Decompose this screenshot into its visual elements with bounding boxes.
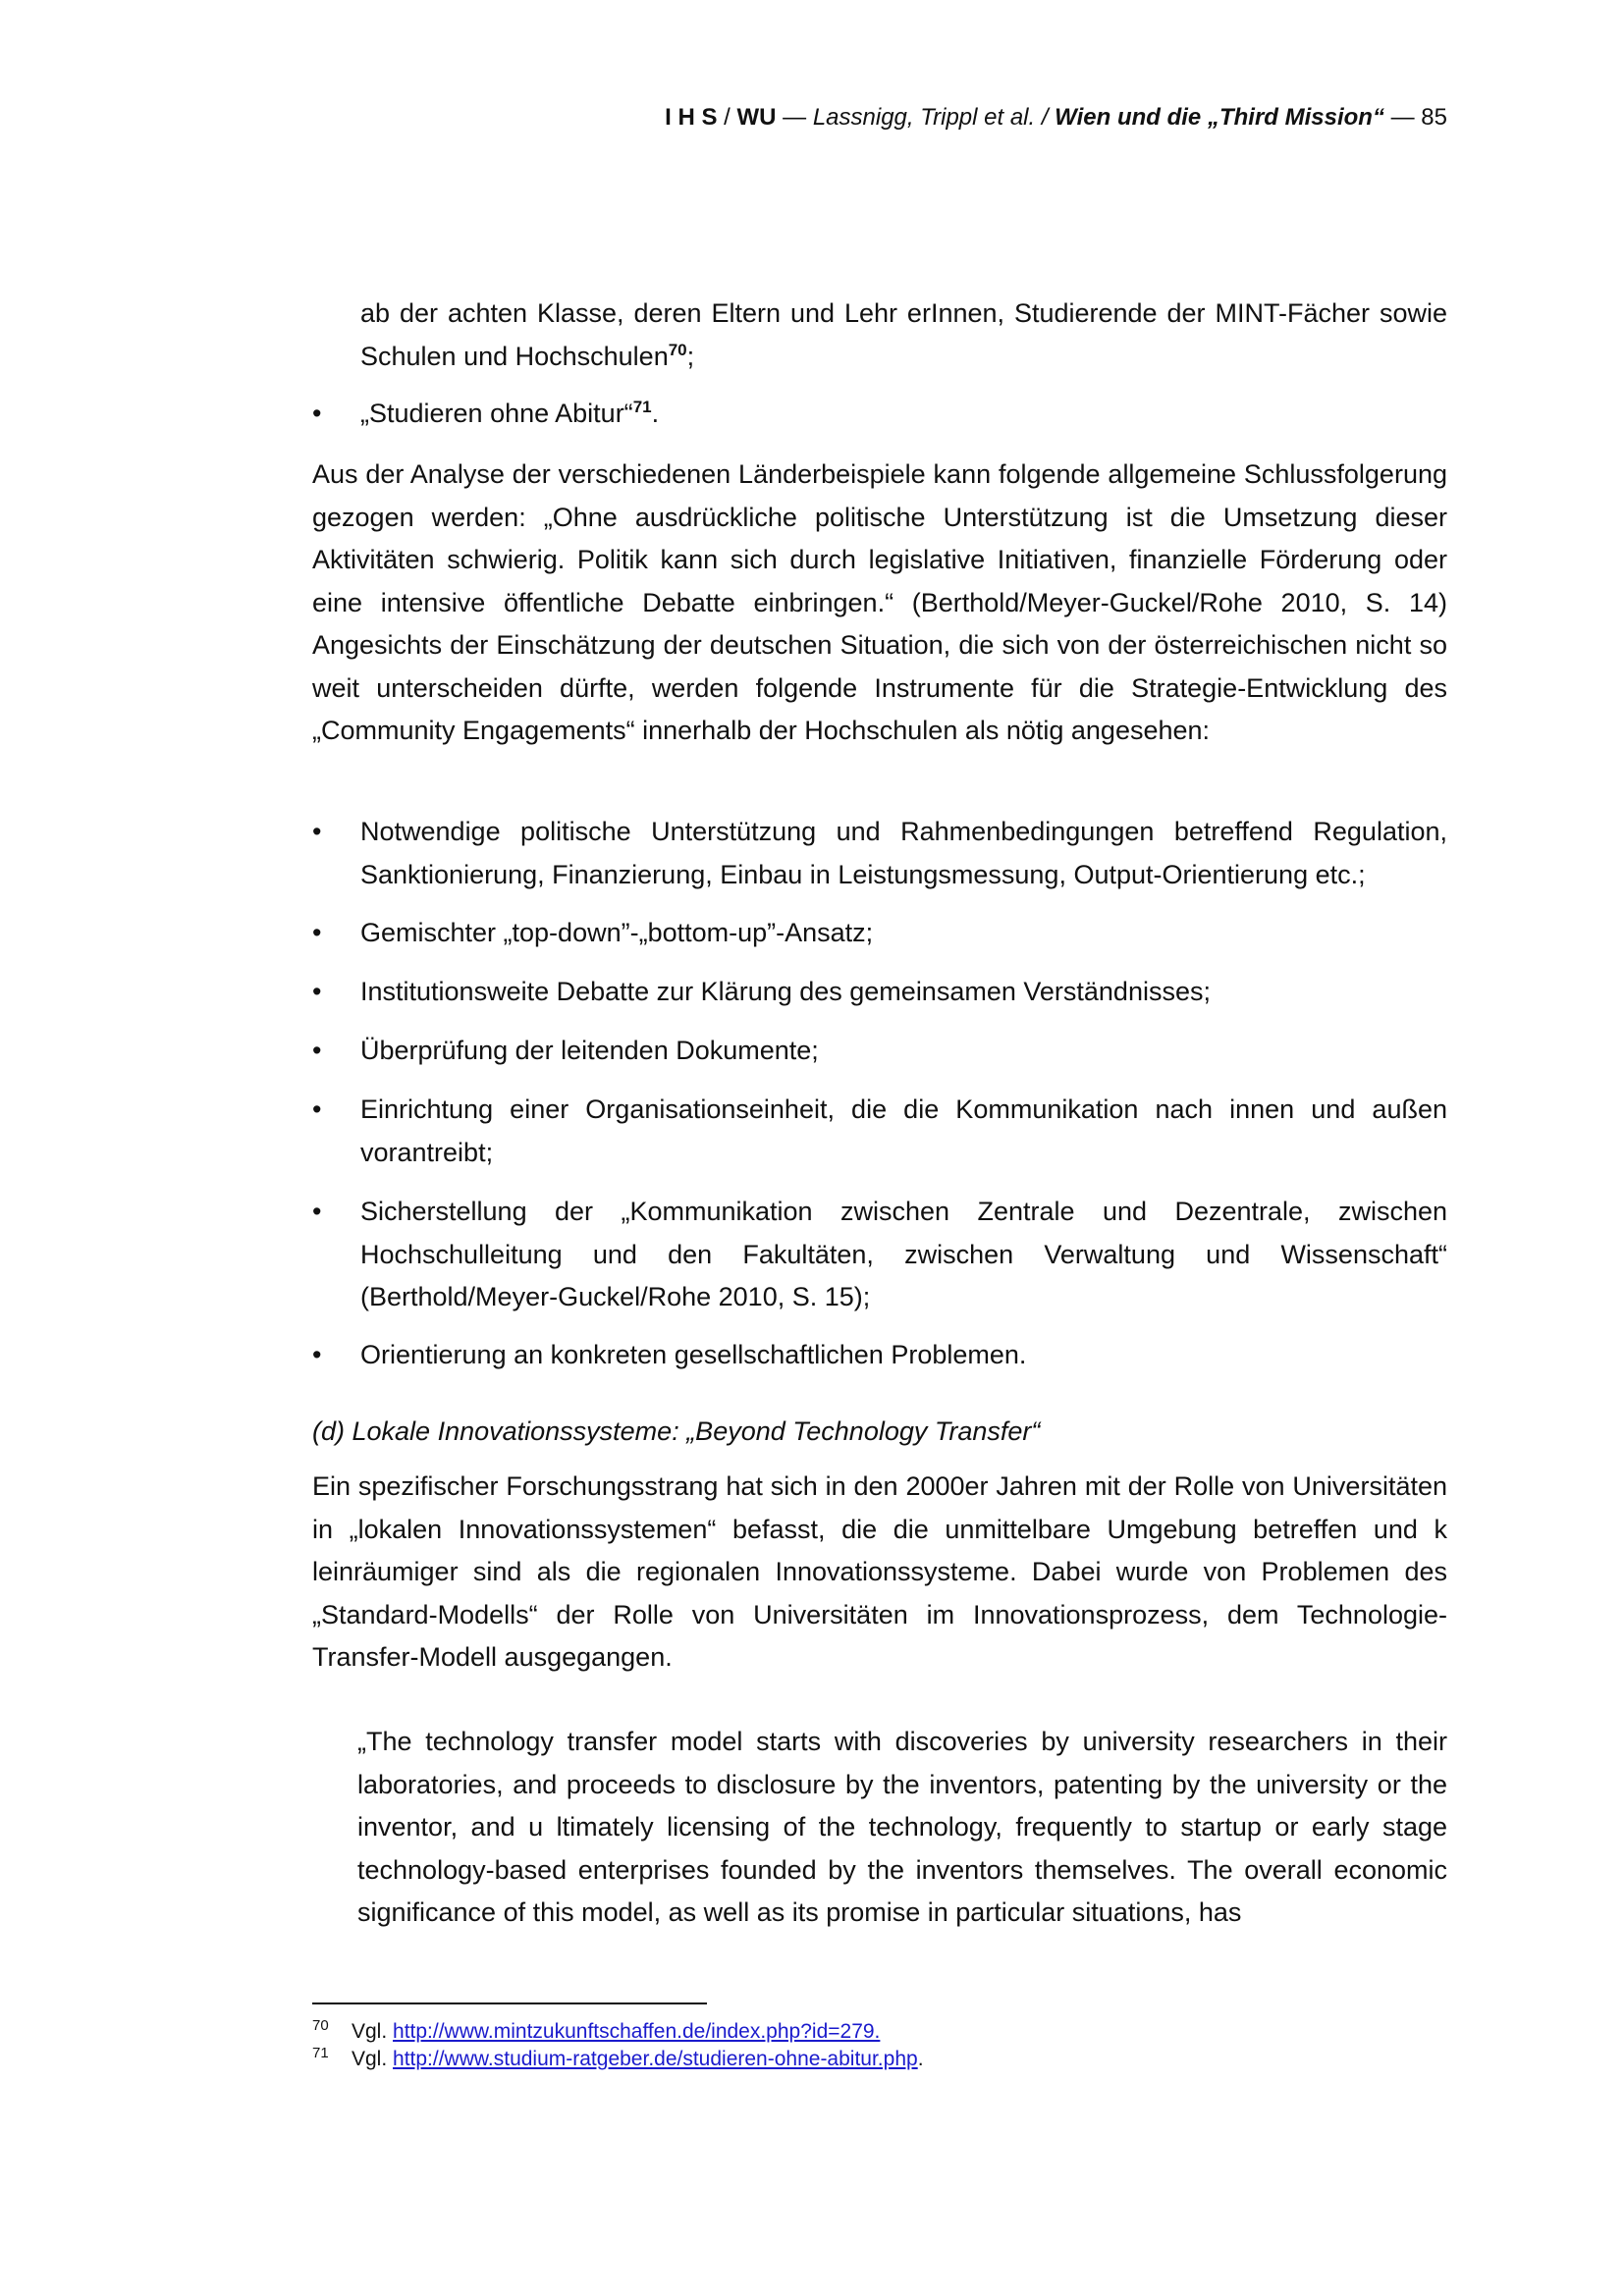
header-sep: /	[717, 104, 737, 131]
bullet-dot: •	[312, 977, 322, 1006]
bullet-item: • Gemischter „top-down”-„bottom-up”-Ansatz;	[312, 912, 1447, 955]
page-number: 85	[1421, 104, 1447, 131]
header-authors: Lassnigg, Trippl et al. /	[812, 104, 1056, 131]
footnote-ref-70[interactable]: 70	[668, 340, 687, 359]
header-title: Wien und die „Third Mission“	[1055, 104, 1384, 131]
bullet-item: • Überprüfung der leitenden Dokumente;	[312, 1030, 1447, 1073]
bullet-dot: •	[312, 1340, 322, 1369]
paragraph-analysis: Aus der Analyse der verschiedenen Länderbeispiele kann folgende allgemeine Schlussfolgerung gezogen werden: „Ohne ausdrückliche politische Unterstützung ist die Umsetzung dieser Aktivitäten schwierig. Politik kann sich durch legislative Initiativen, finanzielle Förderung oder eine intensive öffentliche Debatte einbringen.“ (Berthold/Meyer-Guckel/Rohe 2010, S. 14) Angesichts der Einschätzung der deutschen Situation, die sich von der österreichischen nicht so weit unterscheiden dürfte, werden folgende Instrumente für die Strategie-Entwicklung des „Community Engagements“ innerhalb der Hochschulen als nötig angesehen:	[312, 459, 1447, 745]
footnote-link[interactable]: http://www.studium-ratgeber.de/studieren-ohne-abitur.php	[393, 2048, 918, 2070]
footnote-ref-71[interactable]: 71	[632, 398, 652, 416]
bullet-item: • Einrichtung einer Organisationseinheit, die die Kommunikation nach innen und außen vorantreibt;	[312, 1089, 1447, 1174]
footnote-71: 71 Vgl. http://www.studium-ratgeber.de/studieren-ohne-abitur.php.	[312, 2046, 924, 2073]
bullet-studieren-ohne-abitur: • „Studieren ohne Abitur“$^{71}$.	[312, 393, 1447, 436]
header-wu: WU	[736, 104, 777, 131]
header-org: I H S	[665, 104, 718, 131]
block-quote: „The technology transfer model starts with discoveries by university researchers in their laboratories, and proceeds to disclosure by the inventors, patenting by the university or the inventor, and u ltimately licensing of the technology, frequently to startup or early stage technology-based enterprises founded by the inventors themselves. The overall economic significance of this model, as well as its promise in particular situations, has	[357, 1727, 1447, 1927]
bullet-item: • Orientierung an konkreten gesellschaftlichen Problemen.	[312, 1334, 1447, 1377]
running-header	[312, 102, 1447, 133]
paragraph-research: Ein spezifischer Forschungsstrang hat sich in den 2000er Jahren mit der Rolle von Universitäten in „lokalen Innovationssystemen“ befasst, die die unmittelbare Umgebung betreffen und k leinräumiger sind als die regionalen Innovationssysteme. Dabei wurde von Problemen des „Standard-Modells“ der Rolle von Universitäten im Innovationsprozess, dem Technologie-Transfer-Modell ausgegangen.	[312, 1471, 1447, 1672]
footnote-link[interactable]: http://www.mintzukunftschaffen.de/index.php?id=279.	[393, 2020, 881, 2043]
section-heading: (d) Lokale Innovationssysteme: „Beyond Technology Transfer“	[312, 1416, 1041, 1446]
bullet-dot: •	[312, 1095, 322, 1124]
bullet-item: • Notwendige politische Unterstützung und Rahmenbedingungen betreffend Regulation, Sanktionierung, Finanzierung, Einbau in Leistungsmessung, Output-Orientierung etc.;	[312, 811, 1447, 896]
bullet-dot: •	[312, 817, 322, 846]
continued-bullet-text: ab der achten Klasse, deren Eltern und Lehr erInnen, Studierende der MINT-Fächer sowie Schulen und Hochschulen$^{70}$;	[360, 298, 1447, 371]
bullet-dot: •	[312, 918, 322, 947]
bullet-dot: •	[312, 399, 322, 428]
header-dash-2: —	[1383, 104, 1422, 131]
header-dash: —	[776, 104, 813, 131]
bullet-dot: •	[312, 1036, 322, 1065]
bullet-dot: •	[312, 1197, 322, 1226]
bullet-item: • Sicherstellung der „Kommunikation zwischen Zentrale und Dezentrale, zwischen Hochschulleitung und den Fakultäten, zwischen Verwaltung und Wissenschaft“ (Berthold/Meyer-Guckel/Rohe 2010, S. 15);	[312, 1191, 1447, 1319]
bullet-item: • Institutionsweite Debatte zur Klärung des gemeinsamen Verständnisses;	[312, 971, 1447, 1014]
footnote-70: 70 Vgl. http://www.mintzukunftschaffen.de/index.php?id=279.	[312, 2018, 880, 2046]
footnote-number: 71	[312, 2045, 329, 2061]
footnote-number: 70	[312, 2017, 329, 2034]
footnote-separator	[312, 2002, 707, 2004]
